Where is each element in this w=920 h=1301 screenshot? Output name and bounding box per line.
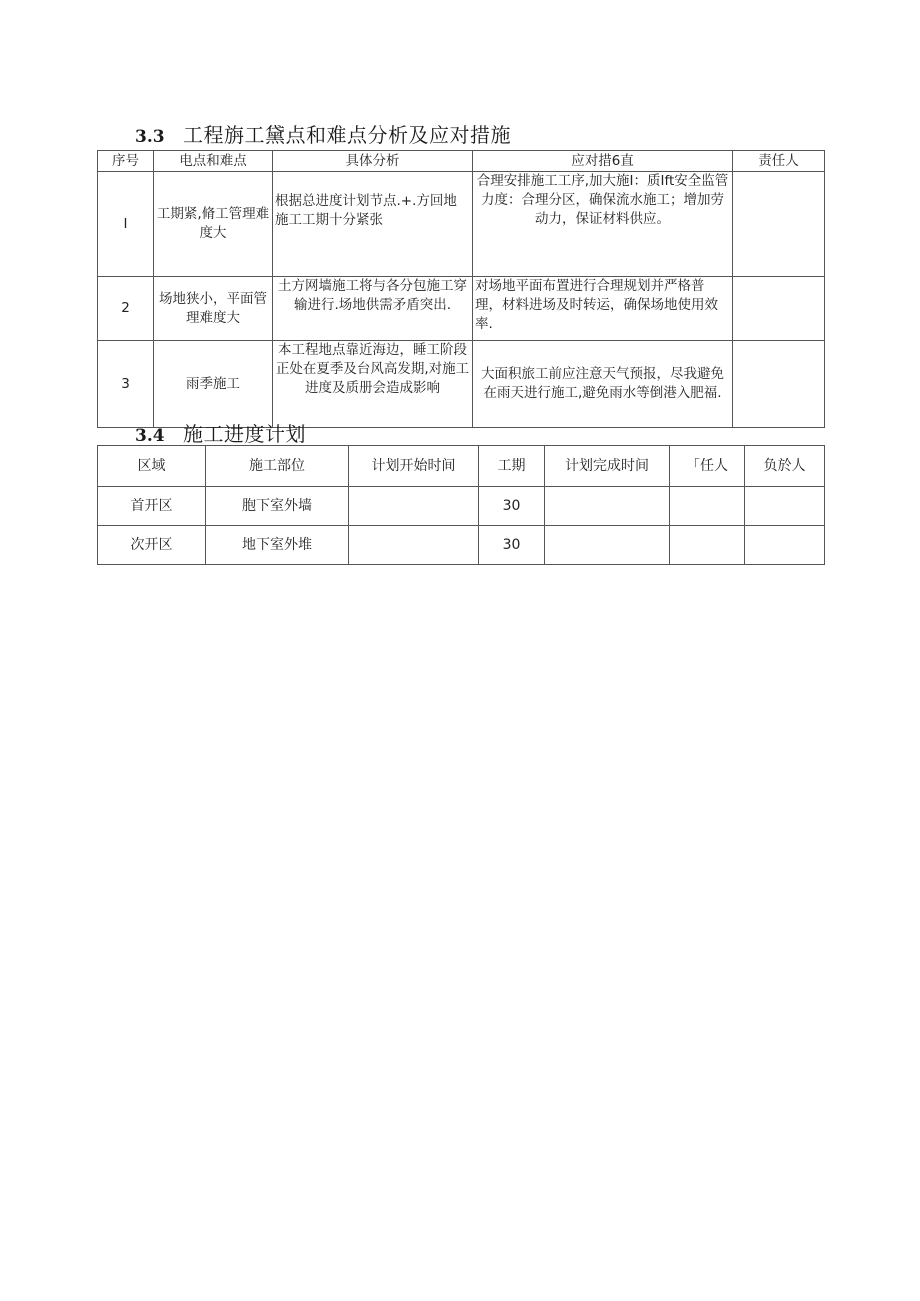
header-cell-difficulty: 电点和难点 (154, 151, 273, 172)
construction-schedule-table (97, 445, 825, 565)
cell-start (349, 487, 479, 526)
cell-area: 次开区 (98, 526, 206, 565)
cell-analysis: 本工程地点靠近海边，睡工阶段正处在夏季及台风高发期,对施工进度及质册会造成影响 (273, 341, 473, 428)
cell-duration: 30 (479, 526, 545, 565)
header-cell-responsible-a: 「任人 (670, 446, 745, 487)
cell-start (349, 526, 479, 565)
section-number: 3.4 (135, 426, 165, 446)
header-cell-part: 施工部位 (206, 446, 349, 487)
table-row (98, 341, 825, 428)
cell-responsible-b (745, 526, 825, 565)
section-heading-3-4 (135, 418, 306, 447)
cell-difficulty: 场地狭小，平面管理难度大 (154, 277, 273, 341)
header-cell-duration: 工期 (479, 446, 545, 487)
cell-responsible-b (745, 487, 825, 526)
table-row (98, 277, 825, 341)
table-row (98, 487, 825, 526)
cell-analysis: 土方网墙施工将与各分包施工穿输进行.场地供需矛盾突出. (273, 277, 473, 341)
section-title: 施工进度计划 (183, 422, 306, 446)
cell-duration: 30 (479, 487, 545, 526)
header-cell-start: 计划开始时间 (349, 446, 479, 487)
cell-responsible-a (670, 526, 745, 565)
cell-end (545, 526, 670, 565)
header-cell-no: 序号 (98, 151, 154, 172)
table-row (98, 526, 825, 565)
cell-measures: 合理安排施工工序,加大施I：质Ift安全监管力度：合理分区，确保流水施工；增加劳动力，保证材料供应。 (473, 172, 733, 277)
cell-responsible-a (670, 487, 745, 526)
cell-part: 地下室外堆 (206, 526, 349, 565)
cell-responsible (733, 277, 825, 341)
section-title: 工程旃工黛点和难点分析及应对措施 (183, 123, 511, 147)
cell-no: 3 (98, 341, 154, 428)
section-heading-3-3 (135, 119, 511, 148)
difficulty-analysis-table (97, 150, 825, 428)
cell-difficulty: 雨季施工 (154, 341, 273, 428)
cell-measures: 对场地平面布置进行合理规划并严格普理，材料进场及时转运，确保场地使用效率. (473, 277, 733, 341)
cell-measures: 大面积旅工前应注意天气预报，尽我避免在雨天进行施工,避免雨水等倒港入肥福. (473, 341, 733, 428)
cell-analysis: 根据总进度计划节点.+.方回地施工工期十分紧张 (273, 172, 473, 277)
cell-area: 首开区 (98, 487, 206, 526)
table-header-row (98, 151, 825, 172)
header-cell-responsible: 责任人 (733, 151, 825, 172)
header-cell-area: 区域 (98, 446, 206, 487)
cell-responsible (733, 341, 825, 428)
cell-part: 胞下室外墙 (206, 487, 349, 526)
header-cell-measures: 应对措6直 (473, 151, 733, 172)
cell-responsible (733, 172, 825, 277)
header-cell-end: 计划完成时间 (545, 446, 670, 487)
header-cell-responsible-b: 负於人 (745, 446, 825, 487)
cell-end (545, 487, 670, 526)
cell-no: I (98, 172, 154, 277)
header-cell-analysis: 具体分析 (273, 151, 473, 172)
section-number: 3.3 (135, 127, 165, 147)
table-row (98, 172, 825, 277)
cell-difficulty: 工期紧,脩工管理难度大 (154, 172, 273, 277)
cell-no: 2 (98, 277, 154, 341)
table-header-row (98, 446, 825, 487)
